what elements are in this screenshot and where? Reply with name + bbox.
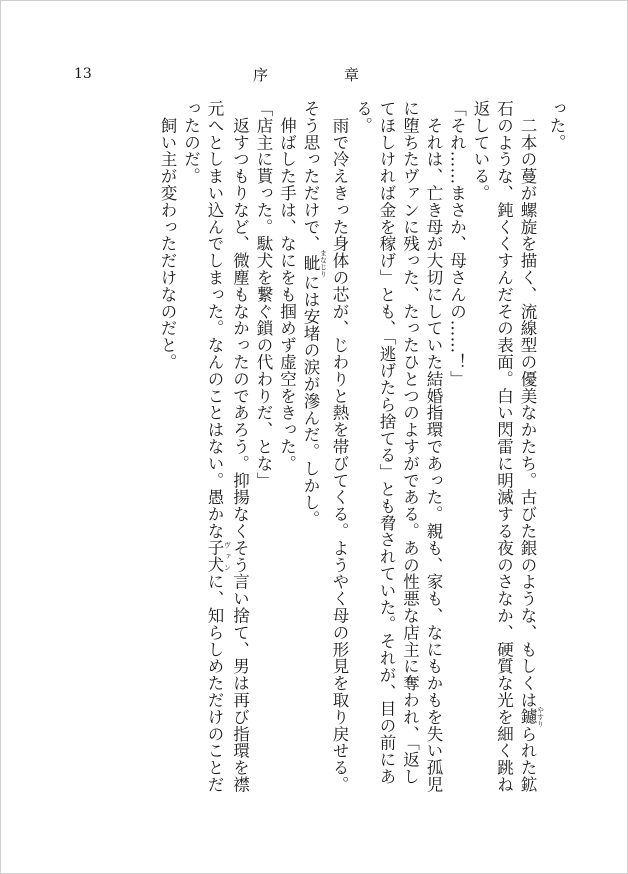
text-segment: それは、亡き母が大切にしていた結婚指環であった。親も、家も、なにもかもを失い孤児に堕ちたヴァンに残った、たったひとつのよすがである。あの性悪な店主に奪われ、「返してほしければ金を稼げ」とも、「逃げたら捨てる」とも脅されていた。それが、目の前にある。: [353, 100, 443, 793]
ruby-annotation: [301, 249, 328, 278]
ruby-reading: ヴァン: [223, 539, 232, 574]
paragraph: [179, 100, 252, 800]
ruby-base: 眦: [301, 249, 320, 278]
ruby-reading: まなじり: [319, 249, 328, 278]
chapter-title-char: 序: [253, 66, 269, 84]
paragraph: [351, 100, 445, 800]
paragraph: [445, 100, 469, 800]
page-number: 13: [74, 66, 92, 82]
text-segment: 飼い主が変わっただけなのだと。: [158, 100, 177, 371]
paragraph: [469, 100, 545, 800]
text-segment: った。: [547, 100, 566, 151]
text-segment: に、知らしめただけのことだったのだ。: [181, 100, 224, 793]
text-segment: られた鉱石のような、鈍くくすんだその表面。白い閃雷に明滅する夜のさなか、硬質な光を細く跳ね返している。: [471, 100, 537, 793]
chapter-title: [253, 64, 359, 85]
paragraph: [328, 100, 352, 800]
ruby-annotation: [518, 706, 545, 728]
text-segment: 伸ばした手は、なにをも掴めず虚空をきった。: [277, 100, 297, 472]
text-segment: には安堵の涙が滲んだ。しかし。: [301, 274, 320, 528]
paragraph: [299, 100, 328, 800]
ruby-base: 鑢: [518, 706, 537, 728]
ruby-annotation: [205, 539, 232, 574]
paragraph: [252, 100, 276, 800]
text-segment: そう思っただけで、: [301, 100, 320, 253]
chapter-title-char: 章: [343, 66, 359, 84]
body-text: [156, 100, 569, 800]
running-header: [0, 64, 628, 88]
text-segment: 二本の蔓が螺旋を描く、流線型の優美なかたち。古びた銀のような、もしくは: [518, 100, 537, 709]
ruby-base: 子犬: [205, 539, 224, 574]
ruby-reading: やすり: [536, 706, 545, 728]
paragraph: [156, 100, 180, 800]
text-segment: 「店主に貰った。駄犬を繋ぐ鎖の代わりだ、とな」: [254, 100, 273, 489]
paragraph: [545, 100, 569, 800]
text-segment: 返すつもりなど、微塵もなかったのであろう。抑揚なくそう言い捨て、男は再び指環を襟元へとしまい込んでしまった。なんのことはない。愚かな: [205, 100, 250, 793]
text-segment: 雨で冷えきった身体の芯が、じわりと熱を帯びてくる。ようやく母の形見を取り戻せる。: [330, 100, 349, 793]
text-segment: 「それ……まさか、母さんの……！」: [447, 100, 467, 388]
paragraph: [275, 100, 299, 800]
